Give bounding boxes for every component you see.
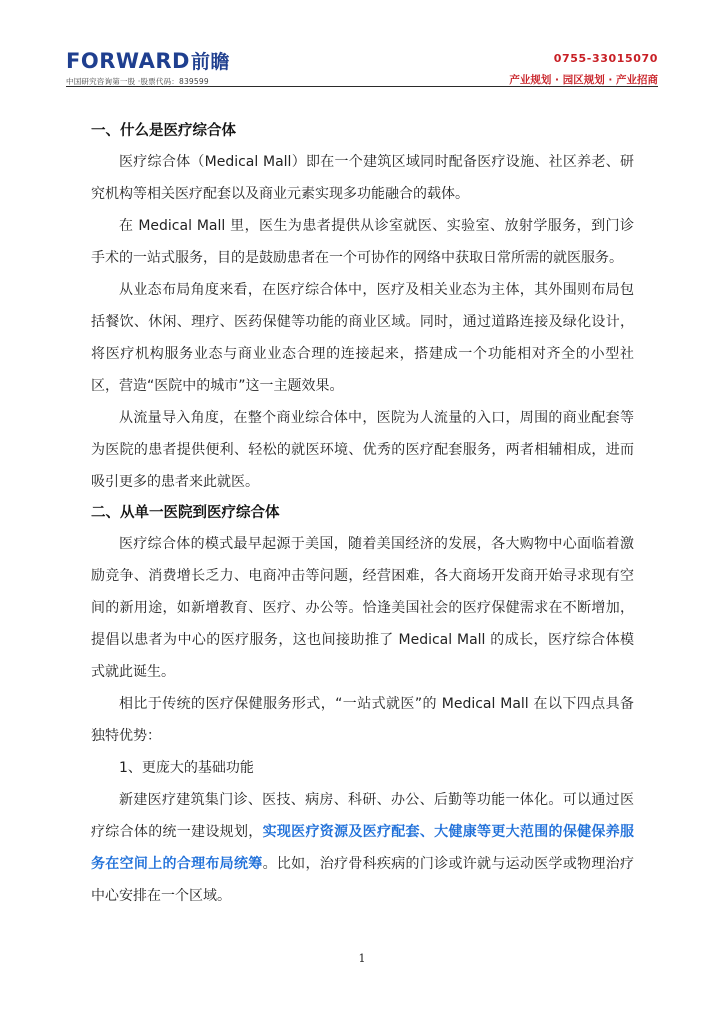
header-divider: [66, 86, 658, 87]
logo-wordmark: [66, 50, 230, 73]
paragraph: 医疗综合体的模式最早起源于美国，随着美国经济的发展，各大购物中心面临着激励竞争、消费增长乏力、电商冲击等问题，经营困难，各大商场开发商开始寻求现有空间的新用途，如新增教育、医疗、办公等。恰逢美国社会的医疗保健需求在不断增加，提倡以患者为中心的医疗服务，这也间接助推了 Medical Mall 的成长，医疗综合体模式就此诞生。: [91, 536, 634, 680]
subsection-title: 1、更庞大的基础功能: [119, 760, 254, 776]
subsection-text-after: 。比如，治疗骨科疾病的门诊或许就与运动医学或物理治疗中心安排在一个区域。: [91, 856, 635, 904]
paragraph: 从流量导入角度，在整个商业综合体中，医院为人流量的入口，周围的商业配套等为医院的患者提供便利、轻松的就医环境、优秀的医疗配套服务，两者相辅相成，进而吸引更多的患者来此就医。: [91, 410, 634, 490]
paragraph: 相比于传统的医疗保健服务形式，“一站式就医”的 Medical Mall 在以下四点具备独特优势：: [91, 696, 634, 744]
header-contact: [509, 52, 658, 87]
logo-text: FORWARD: [66, 49, 190, 73]
page-header: [0, 0, 724, 90]
page-number: 1: [358, 952, 366, 965]
paragraph: 从业态布局角度来看，在医疗综合体中，医疗及相关业态为主体，其外围则布局包括餐饮、休闲、理疗、医药保健等功能的商业区域。同时，通过道路连接及绿化设计，将医疗机构服务业态与商业业态合理的连接起来，搭建成一个功能相对齐全的小型社区，营造“医院中的城市”这一主题效果。: [91, 282, 634, 394]
phone-number: 0755-33015070: [553, 52, 658, 65]
company-logo: [66, 50, 230, 87]
paragraph: 在 Medical Mall 里，医生为患者提供从诊室就医、实验室、放射学服务，到门诊手术的一站式服务，目的是鼓励患者在一个可协作的网络中获取日常所需的就医服务。: [91, 218, 634, 266]
document-body: [91, 116, 634, 912]
subsection-text-before: 新建医疗建筑集门诊、医技、病房、科研、办公、后勤等功能一体化。可以通过医疗综合体的统一建设规划，: [91, 792, 634, 840]
header-tagline: 产业规划 · 园区规划 · 产业招商: [509, 74, 658, 86]
subsection-paragraph: [91, 784, 634, 912]
section-heading-2: 二、从单一医院到医疗综合体: [91, 505, 280, 521]
highlighted-text: 实现医疗资源及医疗配套、大健康等更大范围的保健保养服务在空间上的合理布局统筹: [91, 824, 635, 872]
logo-subtitle: 中国研究咨询第一股 ·股票代码：839599: [66, 77, 209, 86]
logo-cn: 前瞻: [190, 51, 230, 73]
section-heading-1: 一、什么是医疗综合体: [91, 123, 236, 139]
paragraph: 医疗综合体（Medical Mall）即在一个建筑区域同时配备医疗设施、社区养老、研究机构等相关医疗配套以及商业元素实现多功能融合的载体。: [91, 154, 634, 202]
